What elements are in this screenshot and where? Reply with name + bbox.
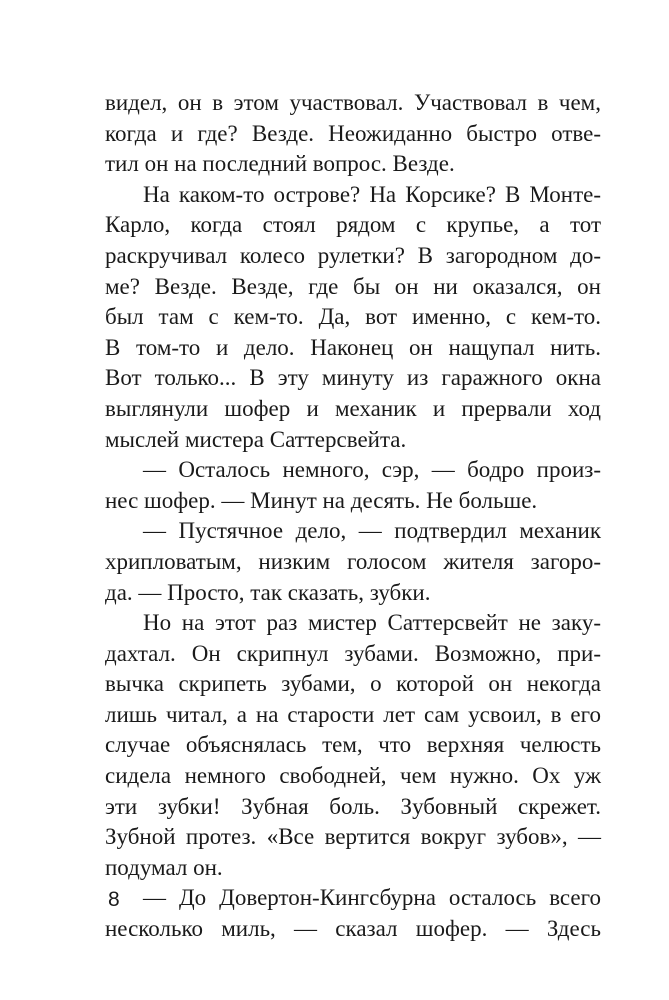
text-line: мыслей мистера Саттерсвейта.	[105, 426, 407, 452]
text-line: — Пустячное дело, — подтвердил механик	[143, 518, 601, 544]
text-line: эти зубки! Зубная боль. Зубовный скрежет.	[105, 793, 601, 819]
text-line: дахтал. Он скрипнул зубами. Возможно, при-	[105, 640, 601, 666]
text-line: случае объяснялась тем, что верхняя челюсть	[105, 732, 601, 758]
text-line: подумал он.	[105, 854, 223, 880]
text-line: На каком-то острове? На Корсике? В Монте-	[143, 181, 601, 207]
text-line: вычка скрипеть зубами, о которой он некогда	[105, 671, 601, 697]
text-line: Карло, когда стоял рядом с крупье, а тот	[105, 212, 601, 238]
text-line: сидела немного свободней, чем нужно. Ох уж	[105, 763, 601, 789]
text-line: видел, он в этом участвовал. Участвовал в чем,	[105, 90, 601, 115]
text-line: несколько миль, — сказал шофер. — Здесь	[105, 916, 601, 942]
text-line: хрипловатым, низким голосом жителя загоро-	[105, 548, 601, 574]
text-line: Но на этот раз мистер Саттерсвейт не заку-	[143, 610, 601, 636]
text-line: раскручивал колесо рулетки? В загородном до-	[105, 242, 601, 268]
text-line: Вот только... В эту минуту из гаражного окна	[105, 365, 601, 391]
text-line: — Осталось немного, сэр, — бодро произ-	[143, 457, 601, 483]
text-line: тил он на последний вопрос. Везде.	[105, 151, 455, 177]
text-line: В том-то и дело. Наконец он нащупал нить.	[105, 334, 601, 360]
text-line: ме? Везде. Везде, где бы он ни оказался, он	[105, 273, 601, 299]
text-line: был там с кем-то. Да, вот именно, с кем-то.	[105, 304, 601, 330]
text-line: — До Довертон-Кингсбурна осталось всего	[143, 885, 601, 911]
text-line: выглянули шофер и механик и прервали ход	[105, 395, 601, 421]
text-line: когда и где? Везде. Неожиданно быстро отве-	[105, 120, 601, 146]
text-line: да. — Просто, так сказать, зубки.	[105, 579, 431, 605]
text-line: Зубной протез. «Все вертится вокруг зубов», —	[105, 824, 601, 850]
text-line: лишь читал, а на старости лет сам усвоил, в его	[105, 701, 601, 727]
page-number: 8	[108, 888, 120, 911]
body-text	[105, 88, 601, 945]
text-line: нес шофер. — Минут на десять. Не больше.	[105, 487, 538, 513]
